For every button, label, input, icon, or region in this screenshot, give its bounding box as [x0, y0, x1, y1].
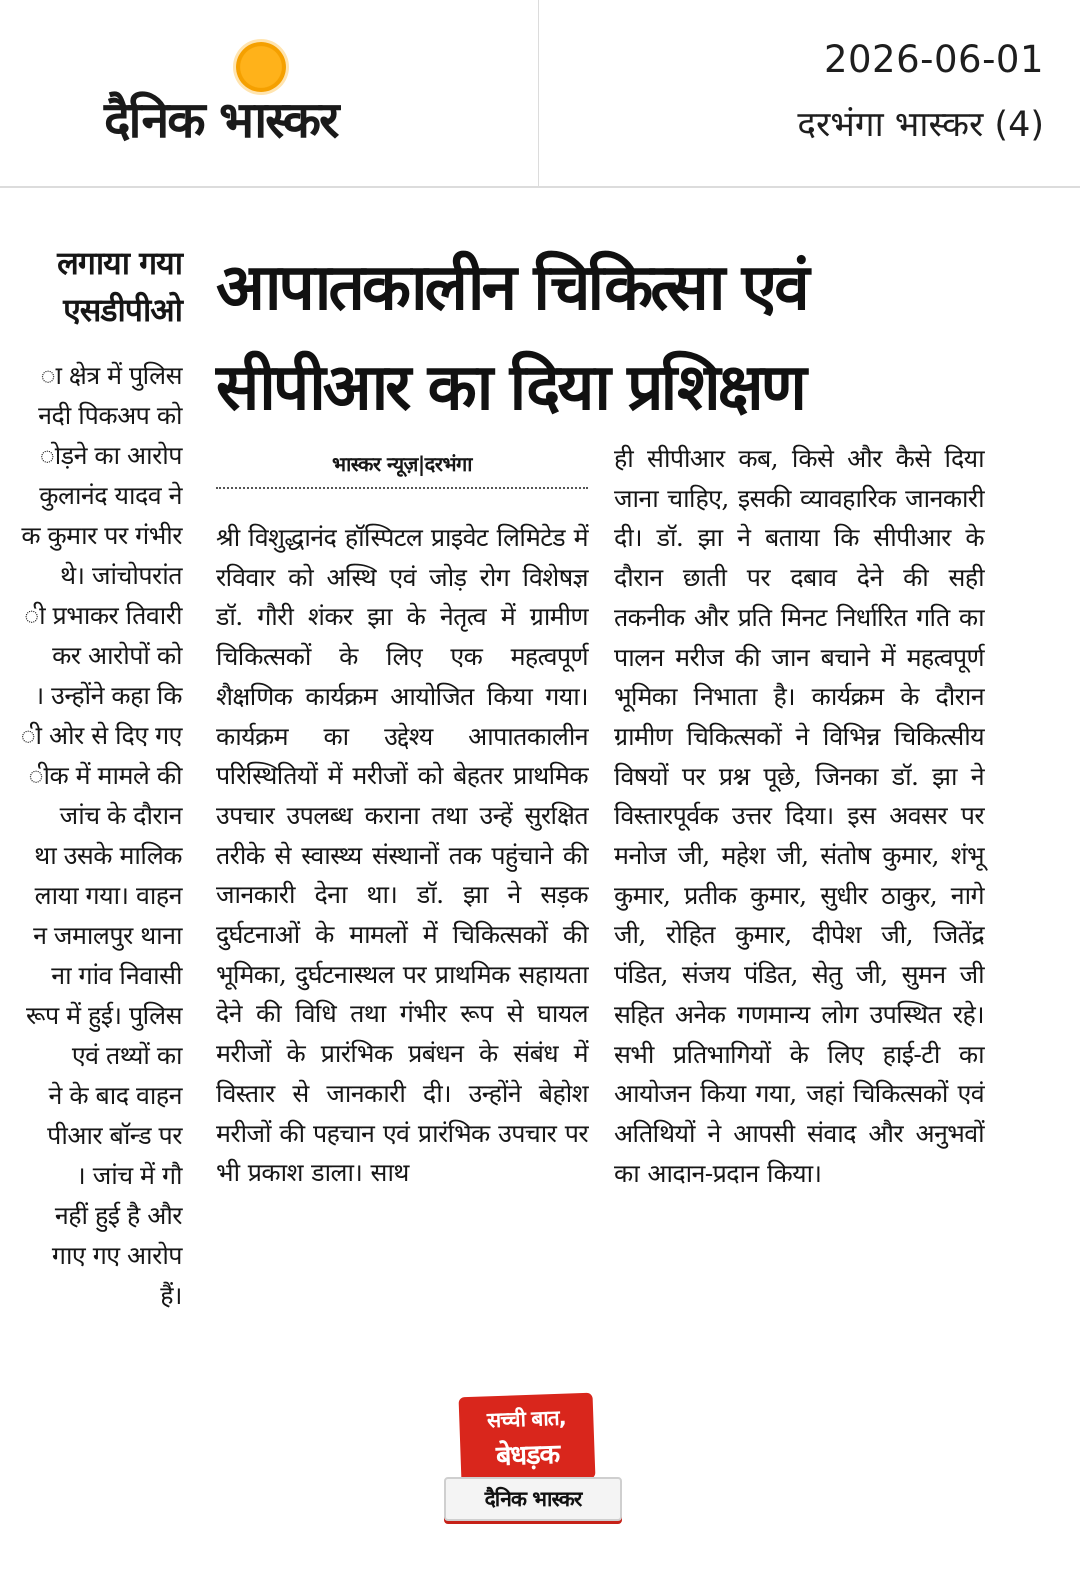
adjacent-story-body	[21, 356, 182, 1316]
adjacent-story-line: ने के बाद वाहन	[48, 1081, 182, 1110]
adjacent-story-line: लाया गया। वाहन	[34, 881, 182, 910]
adjacent-story-headline	[57, 240, 182, 334]
adjacent-story-line: नहीं हुई है और	[54, 1201, 182, 1230]
adjacent-headline-line: लगाया गया	[57, 244, 182, 282]
newspaper-clipping	[0, 188, 1080, 1594]
adjacent-story-line: ीक में मामले की	[28, 761, 182, 790]
adjacent-story-line: ना गांव निवासी	[51, 961, 182, 990]
logo-text: दैनिक भास्कर	[104, 91, 338, 149]
adjacent-story-line: ी ओर से दिए गए	[20, 721, 182, 750]
adjacent-story-line: एवं तथ्यों का	[71, 1041, 182, 1070]
dainik-bhaskar-logo	[104, 38, 424, 150]
adjacent-story-line: रूप में हुई। पुलिस	[26, 1001, 182, 1030]
adjacent-story-line: नदी पिकअप को	[38, 401, 182, 430]
article-byline: भास्कर न्यूज़|दरभंगा	[216, 450, 588, 489]
adjacent-story-line: था उसके मालिक	[34, 841, 182, 870]
edition-name: दरभंगा भास्कर (4)	[797, 105, 1044, 145]
footer-badge	[444, 1395, 622, 1525]
adjacent-story-line: कुलानंद यादव ने	[39, 481, 182, 510]
adjacent-story-line: गाए गए आरोप	[51, 1241, 182, 1270]
header-divider	[538, 0, 539, 186]
adjacent-story-line: । जांच में गौ	[76, 1161, 182, 1190]
page-header	[0, 0, 1080, 188]
article-column-2: ही सीपीआर कब, किसे और कैसे दिया जाना चाहिए, इसकी व्यावहारिक जानकारी दी। डॉ. झा ने बताया कि सीपीआर के दौरान छाती पर दबाव देने की सही तकनीक और प्रति मिनट निर्धारित गति का पालन मरीज की जान बचाने में महत्वपूर्ण भूमिका निभाता है। कार्यक्रम के दौरान ग्रामीण चिकित्सकों ने विभिन्न चिकित्सीय विषयों पर प्रश्न पूछे, जिनका डॉ. झा ने विस्तारपूर्वक उत्तर दिया। इस अवसर पर मनोज जी, महेश जी, संतोष कुमार, शंभू कुमार, प्रतीक कुमार, सुधीर ठाकुर, नागे जी, रोहित कुमार, दीपेश जी, जितेंद्र पंडित, संजय पंडित, सेतु जी, सुमन जी सहित अनेक गणमान्य लोग उपस्थित रहे। सभी प्रतिभागियों के लिए हाई-टी का आयोजन किया गया, जहां चिकित्सकों एवं अतिथियों ने आपसी संवाद और अनुभवों का आदान-प्रदान किया।	[614, 444, 984, 1188]
adjacent-story-line: न जमालपुर थाना	[33, 921, 182, 950]
article-headline	[216, 238, 1016, 438]
slogan-line-2: बेधड़क	[495, 1438, 560, 1473]
slogan-tag	[459, 1393, 596, 1484]
adjacent-story-line: ी प्रभाकर तिवारी	[24, 601, 182, 630]
headline-line: आपातकालीन चिकित्सा एवं	[216, 251, 807, 325]
adjacent-story-cropped	[0, 240, 188, 1320]
adjacent-story-line: ा क्षेत्र में पुलिस	[40, 361, 182, 390]
adjacent-story-line: जांच के दौरान	[59, 801, 182, 830]
adjacent-story-line: क कुमार पर गंभीर	[21, 521, 182, 550]
adjacent-story-line: पीआर बॉन्ड पर	[47, 1121, 182, 1150]
slogan-line-1: सच्ची बात,	[486, 1405, 567, 1433]
adjacent-story-line: हैं।	[160, 1281, 182, 1310]
adjacent-story-line: ोड़ने का आरोप	[39, 441, 182, 470]
adjacent-story-line: थे। जांचोपरांत	[60, 561, 182, 590]
adjacent-story-line: कर आरोपों को	[52, 641, 182, 670]
edition-date: 2026-06-01	[823, 38, 1044, 81]
newspaper-brand-icon: दैनिक भास्कर	[444, 1477, 622, 1521]
headline-line: सीपीआर का दिया प्रशिक्षण	[216, 351, 804, 425]
adjacent-story-line: । उन्होंने कहा कि	[34, 681, 182, 710]
article-column-1: श्री विशुद्धानंद हॉस्पिटल प्राइवेट लिमिटेड में रविवार को अस्थि एवं जोड़ रोग विशेषज्ञ डॉ. गौरी शंकर झा के नेतृत्व में ग्रामीण चिकित्सकों के लिए एक महत्वपूर्ण शैक्षणिक कार्यक्रम आयोजित किया गया। कार्यक्रम का उद्देश्य आपातकालीन परिस्थितियों में मरीजों को बेहतर प्राथमिक उपचार उपलब्ध कराना तथा उन्हें सुरक्षित तरीके से स्वास्थ्य संस्थानों तक पहुंचाने की जानकारी देना था। डॉ. झा ने सड़क दुर्घटनाओं के मामलों में चिकित्सकों की भूमिका, दुर्घटनास्थल पर प्राथमिक सहायता देने की विधि तथा गंभीर रूप से घायल मरीजों के प्रारंभिक प्रबंधन के संबंध में विस्तार से जानकारी दी। उन्होंने बेहोश मरीजों की पहचान एवं प्रारंभिक उपचार पर भी प्रकाश डाला। साथ	[216, 523, 588, 1188]
adjacent-headline-line: एसडीपीओ	[63, 291, 182, 329]
